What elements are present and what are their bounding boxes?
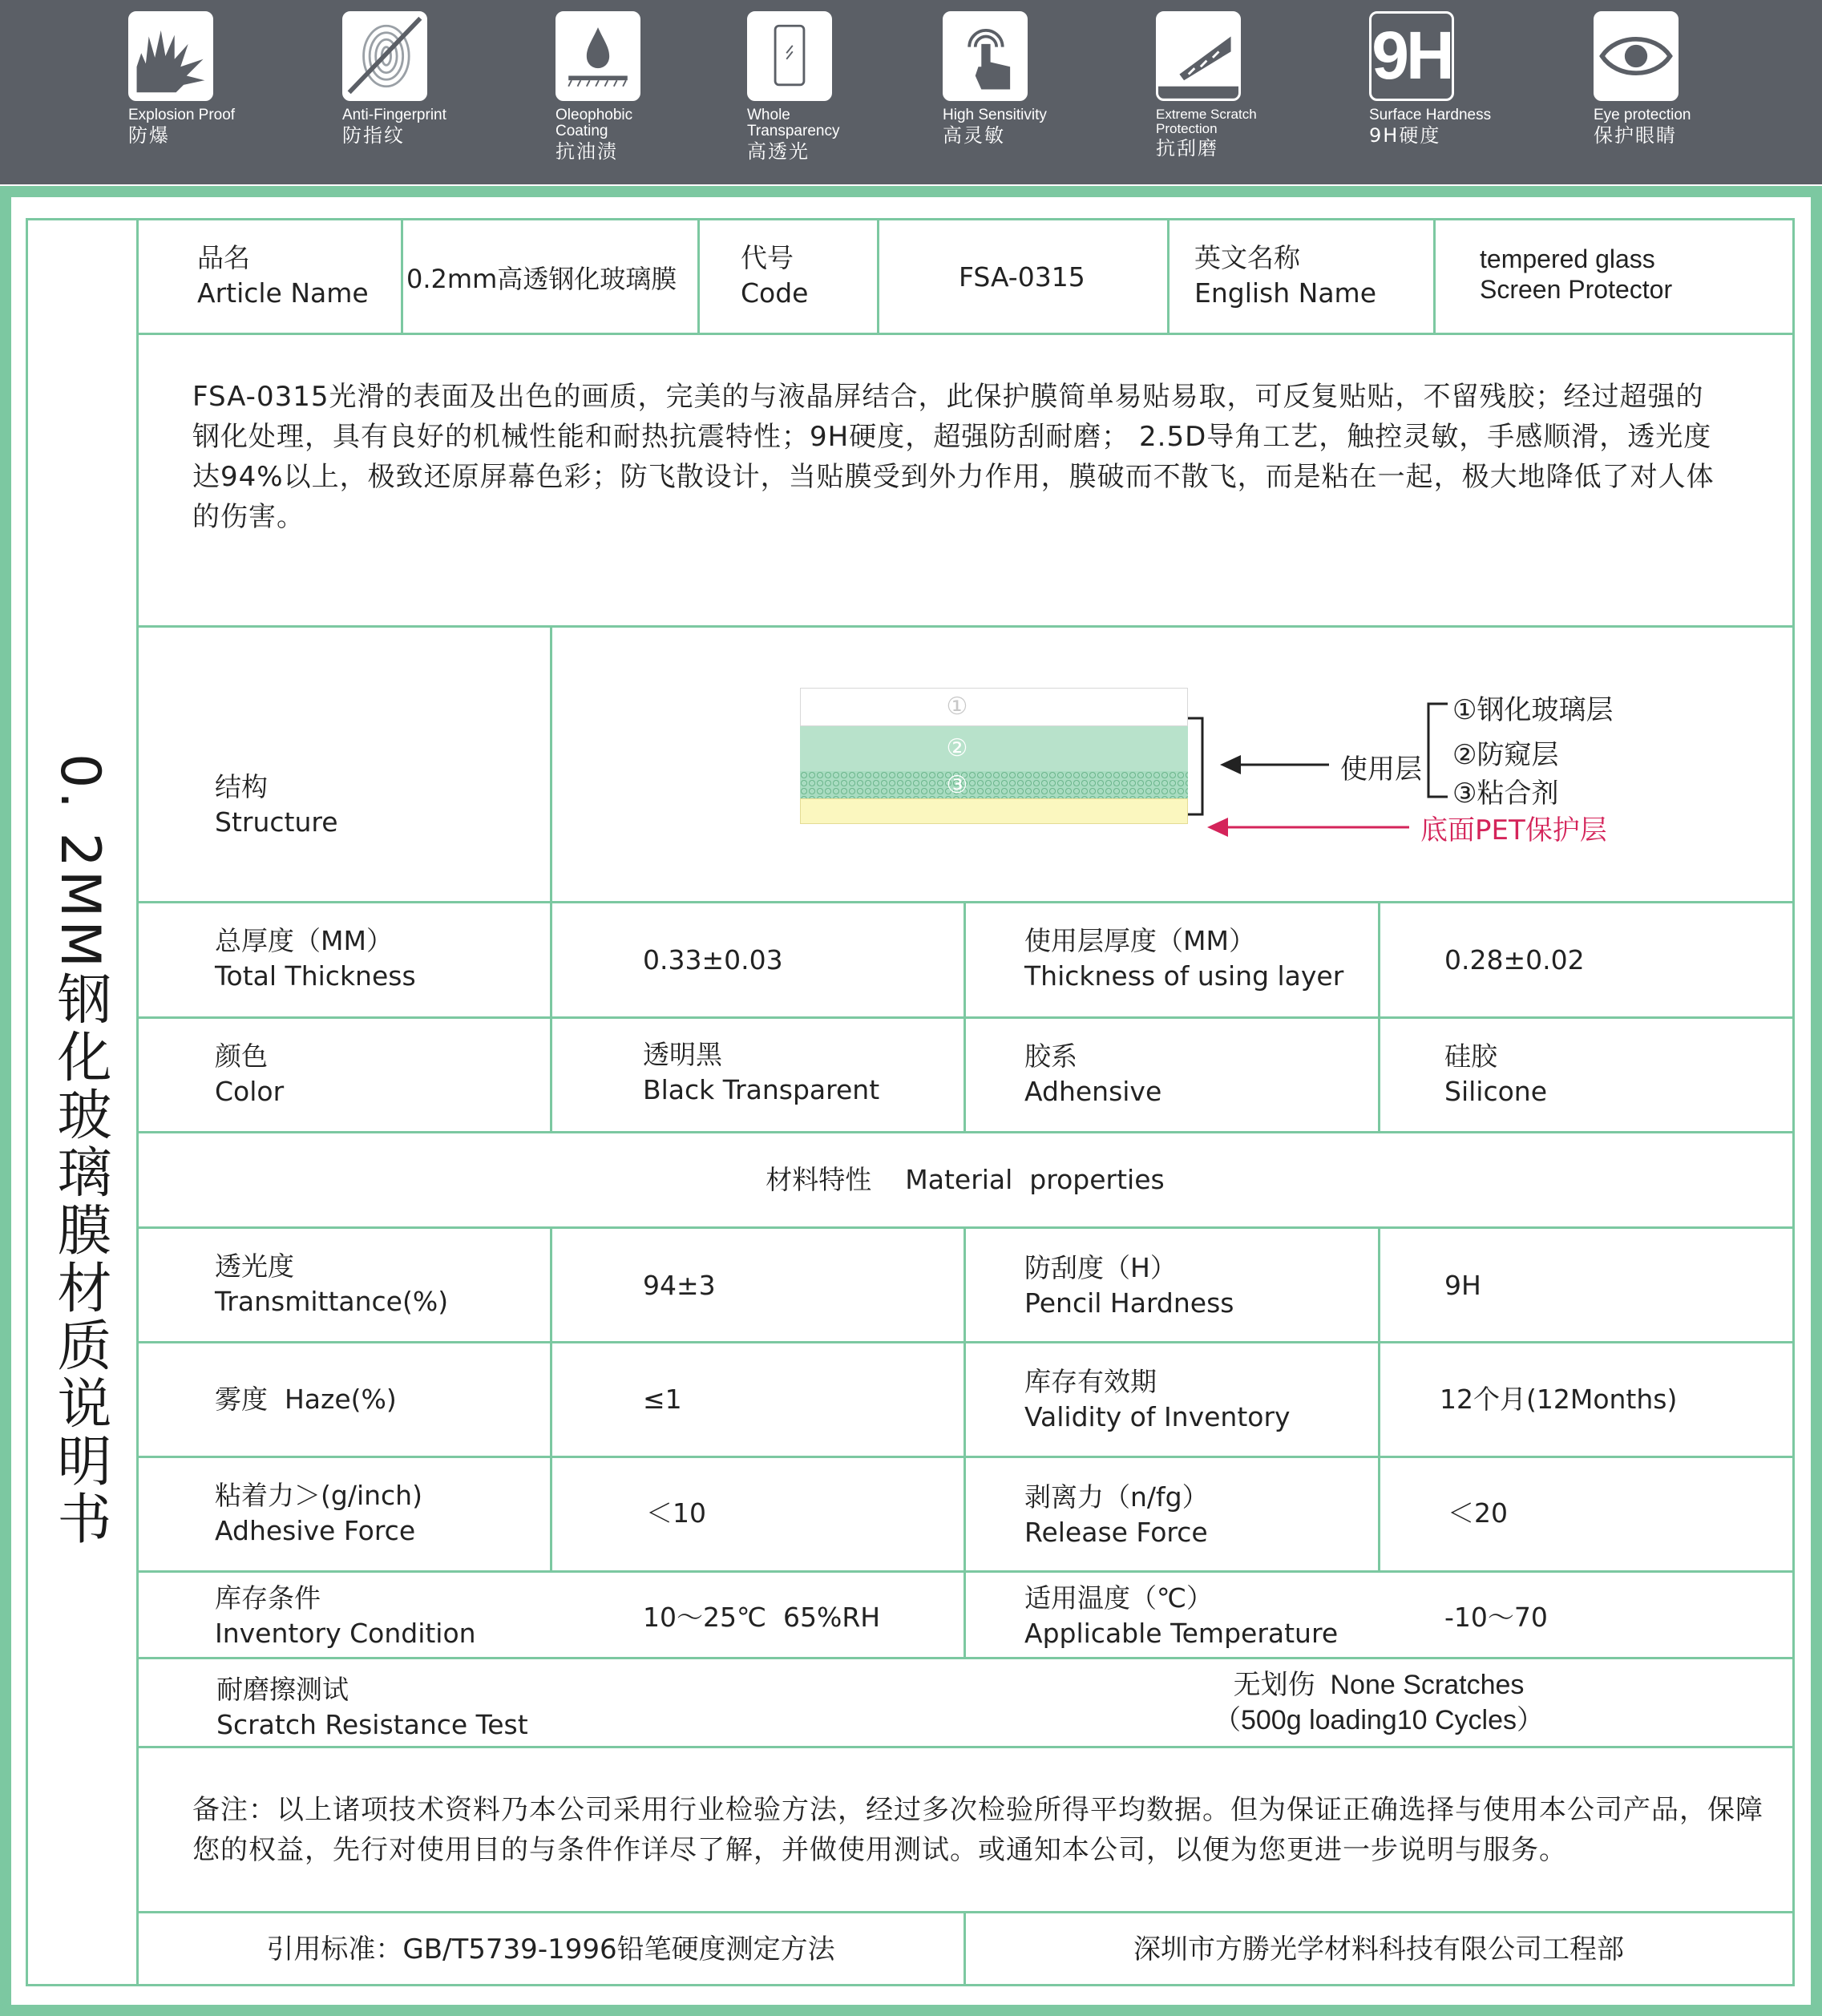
scratch-test-value: 无划伤 None Scratches （500g loading10 Cycles） <box>1213 1670 1545 1735</box>
feature-oleophobic: Oleophobic Coating 抗油渍 <box>555 11 640 164</box>
english-name-value: tempered glass Screen Protector <box>1480 244 1673 304</box>
col-divider <box>1433 218 1436 334</box>
explosion-proof-icon <box>128 11 213 101</box>
col-divider <box>550 1226 552 1572</box>
feature-transparency: Whole Transparency 高透光 <box>747 11 839 164</box>
transmittance-value: 94±3 <box>643 1270 716 1301</box>
material-properties-header: 材料特性 Material properties <box>766 1164 1165 1195</box>
remarks-note: 备注：以上诸项技术资料乃本公司采用行业检验方法，经过多次检验所得平均数据。但为保证正确选择与使用本公司产品，保障您的权益，先行对使用目的与条件作详尽了解，并做使用测试。或通知本公司，以便为您更进一步说明与服务。 <box>192 1794 1763 1866</box>
release-force-value: ＜20 <box>1448 1497 1508 1529</box>
table-border-top <box>26 218 1794 220</box>
company-name: 深圳市方勝光学材料科技有限公司工程部 <box>1133 1933 1624 1965</box>
col-divider <box>697 218 700 334</box>
anti-fingerprint-icon <box>342 11 427 101</box>
total-thickness-value: 0.33±0.03 <box>643 944 783 976</box>
color-value: 透明黑 Black Transparent <box>643 1039 880 1105</box>
feature-hardness: 9H Surface Hardness 9H硬度 <box>1369 11 1491 147</box>
feature-sensitivity: High Sensitivity 高灵敏 <box>943 11 1047 147</box>
col-divider <box>964 1570 966 1658</box>
col-divider <box>964 1226 966 1572</box>
product-description: FSA-0315光滑的表面及出色的画质，完美的与液晶屏结合，此保护膜简单易贴易取，可反复贴贴，不留残胶；经过超强的钢化处理，具有良好的机械性能和耐热抗震特性；9H硬度，超强防刮耐磨； 2.5D导角工艺，触控灵敏，手感顺滑，透光度达94%以上，极致还原屏幕色彩；防飞散设计，当贴膜受到外力作用，膜破而不散飞，而是粘在一起，极大地降低了对人体的伤害。 <box>192 381 1715 533</box>
row-divider <box>136 1746 1794 1748</box>
feature-bar <box>0 0 1822 184</box>
whole-transparency-icon <box>747 11 832 101</box>
feature-explosion-proof: Explosion Proof 防爆 <box>128 11 235 147</box>
inventory-condition-value: 10～25℃ 65%RH <box>643 1602 881 1633</box>
haze-label: 雾度 Haze(%) <box>215 1384 397 1415</box>
feature-scratch: Extreme Scratch Protection 抗刮磨 <box>1156 11 1257 160</box>
structure-label: 结构 Structure <box>215 771 338 838</box>
row-divider <box>136 625 1794 628</box>
layer-mark-1: ① <box>946 693 968 721</box>
transmittance-label: 透光度 Transmittance(%) <box>215 1250 449 1317</box>
feature-eye: Eye protection 保护眼睛 <box>1594 11 1691 147</box>
col-divider <box>550 901 552 1133</box>
pencil-hardness-value: 9H <box>1444 1270 1481 1301</box>
col-divider <box>964 901 966 1133</box>
english-name-label: 英文名称 English Name <box>1194 242 1377 309</box>
9h-hardness-icon: 9H <box>1369 11 1454 101</box>
inventory-validity-value: 12个月(12Months) <box>1440 1384 1678 1415</box>
code-label: 代号 Code <box>741 242 809 309</box>
oleophobic-coating-icon <box>555 11 640 101</box>
feature-anti-fingerprint: Anti-Fingerprint 防指纹 <box>342 11 446 147</box>
col-divider <box>877 218 879 334</box>
col-divider <box>1167 218 1170 334</box>
layer-mark-2: ② <box>946 734 968 762</box>
reference-standard: 引用标准：GB/T5739-1996铅笔硬度测定方法 <box>266 1933 835 1965</box>
inventory-validity-label: 库存有效期 Validity of Inventory <box>1024 1366 1291 1432</box>
vertical-document-title: 0. 2MM钢化玻璃膜材质说明书 <box>48 753 111 1549</box>
structure-diagram <box>800 688 1682 848</box>
code-value: FSA-0315 <box>959 261 1085 293</box>
color-label: 颜色 Color <box>215 1040 285 1107</box>
adhesive-type-label: 胶系 Adhensive <box>1024 1040 1162 1107</box>
eye-protection-icon <box>1594 11 1679 101</box>
col-divider <box>1378 1226 1380 1572</box>
row-divider <box>136 333 1794 335</box>
scratch-protection-icon <box>1156 11 1241 101</box>
high-sensitivity-icon <box>943 11 1028 101</box>
col-divider <box>1378 901 1380 1133</box>
pencil-hardness-label: 防刮度（H） Pencil Hardness <box>1024 1252 1234 1319</box>
title-column-divider <box>136 218 139 1986</box>
inventory-condition-label: 库存条件 Inventory Condition <box>215 1582 476 1649</box>
table-border-bottom <box>26 1984 1794 1986</box>
using-layer-thickness-value: 0.28±0.02 <box>1444 944 1585 976</box>
layer-label-1: ①钢化玻璃层 <box>1452 694 1614 726</box>
layer-label-2: ②防窥层 <box>1452 739 1559 771</box>
layer-label-3: ③粘合剂 <box>1452 778 1559 810</box>
total-thickness-label: 总厚度（MM） Total Thickness <box>215 925 416 992</box>
applicable-temperature-label: 适用温度（℃） Applicable Temperature <box>1024 1582 1339 1649</box>
col-divider <box>550 625 552 903</box>
haze-value: ≤1 <box>643 1384 682 1415</box>
scratch-test-label: 耐磨擦测试 Scratch Resistance Test <box>216 1674 528 1740</box>
col-divider <box>401 218 403 334</box>
adhesive-force-value: ＜10 <box>646 1497 706 1529</box>
using-layer-thickness-label: 使用层厚度（MM） Thickness of using layer <box>1024 925 1344 992</box>
adhesive-force-label: 粘着力＞(g/inch) Adhesive Force <box>215 1480 422 1546</box>
bottom-layer-label: 底面PET保护层 <box>1420 814 1607 846</box>
table-border-right <box>1792 218 1795 1986</box>
adhesive-type-value: 硅胶 Silicone <box>1444 1040 1548 1107</box>
release-force-label: 剥离力（n/fg） Release Force <box>1024 1481 1209 1548</box>
layer-mark-3: ③ <box>946 771 968 799</box>
article-name-value: 0.2mm高透钢化玻璃膜 <box>406 264 677 294</box>
using-layer-label: 使用层 <box>1340 753 1422 786</box>
article-name-label: 品名 Article Name <box>197 242 369 309</box>
applicable-temperature-value: -10～70 <box>1444 1602 1548 1633</box>
table-border-left <box>26 218 28 1986</box>
